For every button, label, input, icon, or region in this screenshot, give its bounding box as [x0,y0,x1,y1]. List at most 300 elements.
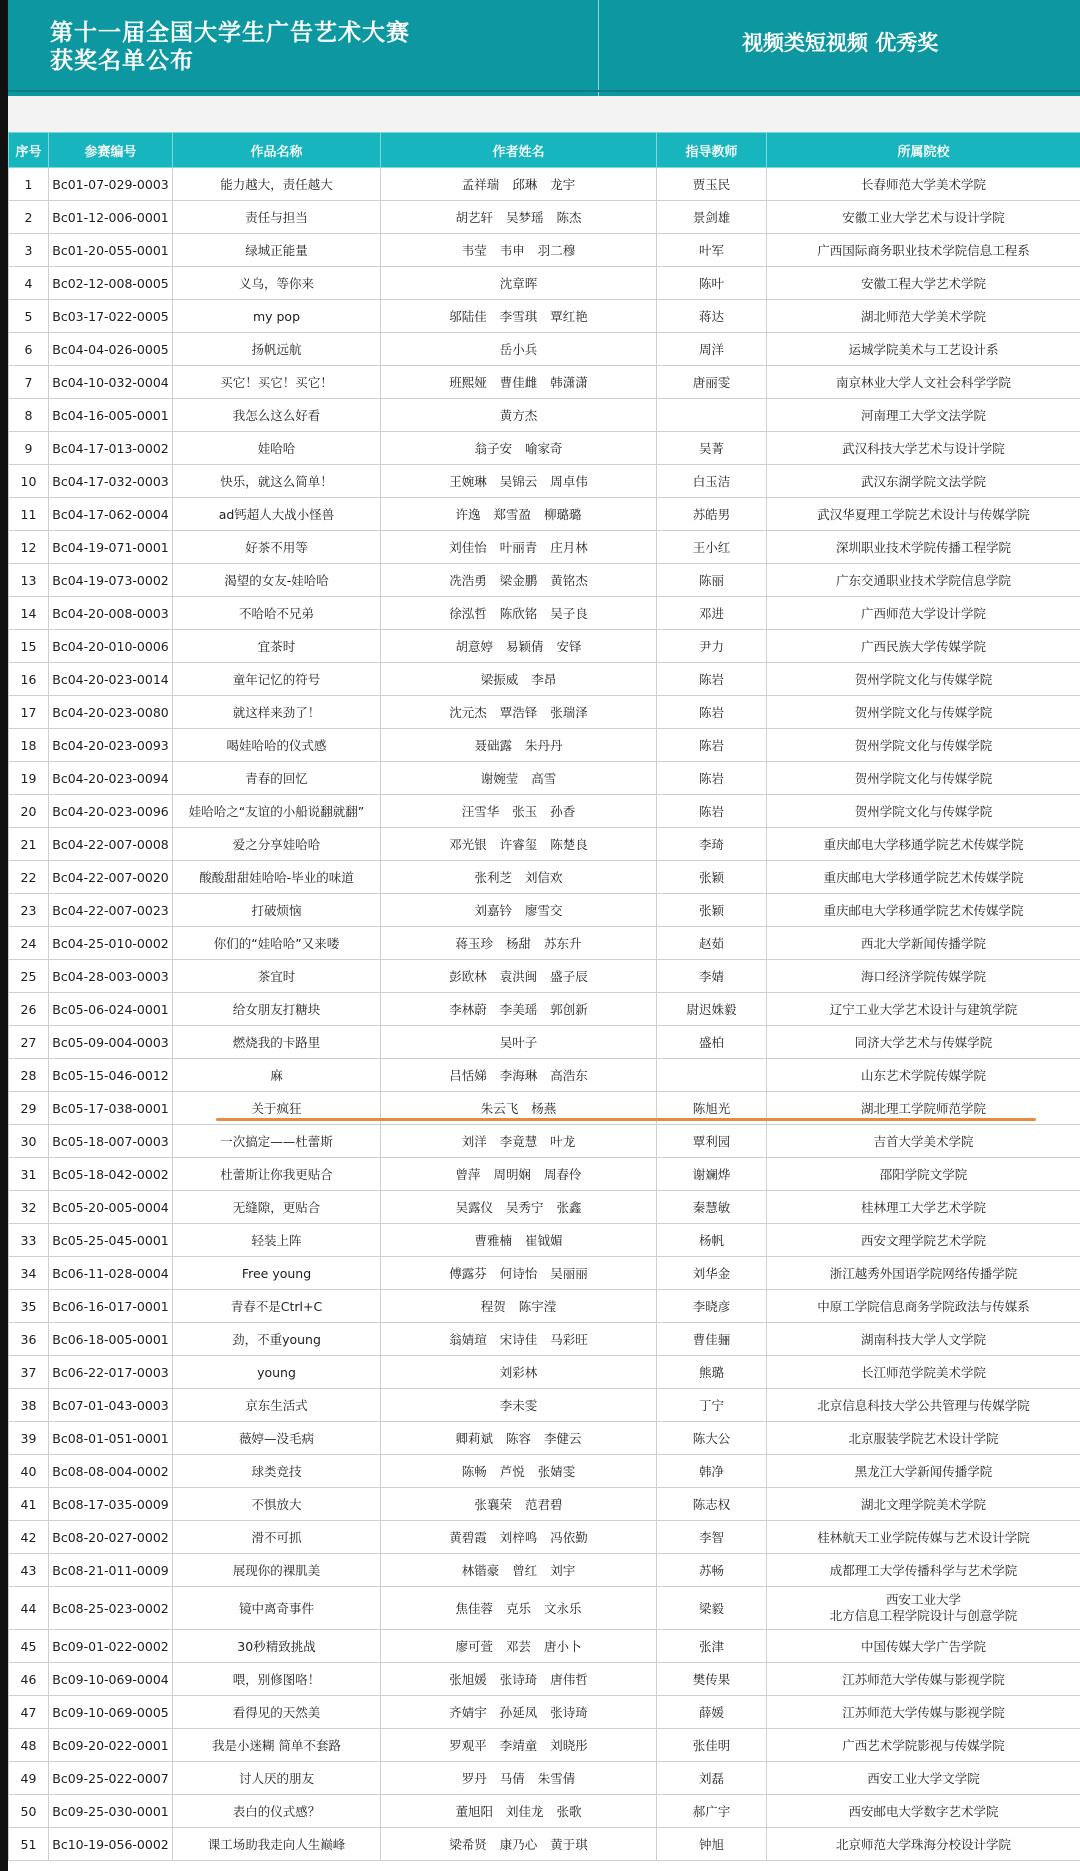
advisor: 陈岩 [657,663,767,696]
work-title: 滑不可抓 [173,1521,381,1554]
row-index: 26 [9,993,49,1026]
school: 海口经济学院传媒学院 [767,960,1080,993]
school: 西安文理学院艺术学院 [767,1224,1080,1257]
entry-id: Bc05-25-045-0001 [49,1224,173,1257]
row-index: 49 [9,1762,49,1795]
school: 贺州学院文化与传媒学院 [767,663,1080,696]
school: 桂林理工大学艺术学院 [767,1191,1080,1224]
entry-id: Bc05-20-005-0004 [49,1191,173,1224]
entry-id: Bc01-07-029-0003 [49,168,173,201]
work-title: 课工场助我走向人生巅峰 [173,1828,381,1861]
advisor: 贾玉民 [657,168,767,201]
table-row [9,267,1080,300]
entry-id: Bc05-15-046-0012 [49,1059,173,1092]
entry-id: Bc04-16-005-0001 [49,399,173,432]
work-title: 喂，别修图咯！ [173,1663,381,1696]
advisor: 唐丽雯 [657,366,767,399]
entry-id: Bc04-17-062-0004 [49,498,173,531]
school: 深圳职业技术学院传播工程学院 [767,531,1080,564]
authors: 吴露仪 吴秀宁 张鑫 [381,1191,657,1224]
work-title: 渴望的女友-娃哈哈 [173,564,381,597]
work-title: 看得见的天然美 [173,1696,381,1729]
authors: 吕恬娣 李海琳 高浩东 [381,1059,657,1092]
work-title: 一次搞定——杜蕾斯 [173,1125,381,1158]
advisor: 李晓彦 [657,1290,767,1323]
advisor: 李婧 [657,960,767,993]
table-row [9,762,1080,795]
school: 邵阳学院文学院 [767,1158,1080,1191]
advisor: 苏皓男 [657,498,767,531]
page-header [8,0,1080,96]
entry-id: Bc04-22-007-0008 [49,828,173,861]
school: 长春师范大学美术学院 [767,168,1080,201]
advisor: 白玉洁 [657,465,767,498]
authors: 齐婧宇 孙延凤 张诗琦 [381,1696,657,1729]
authors: 张旭媛 张诗琦 唐伟哲 [381,1663,657,1696]
row-index: 5 [9,300,49,333]
entry-id: Bc04-20-023-0014 [49,663,173,696]
table-row [9,366,1080,399]
work-title: 茶宜时 [173,960,381,993]
authors: 班熙娅 曹佳雌 韩潇潇 [381,366,657,399]
entry-id: Bc04-20-023-0093 [49,729,173,762]
school: 中国传媒大学广告学院 [767,1630,1080,1663]
work-title: 展现你的裸肌美 [173,1554,381,1587]
advisor: 樊传果 [657,1663,767,1696]
table-row [9,960,1080,993]
school: 江苏师范大学传媒与影视学院 [767,1696,1080,1729]
advisor: 刘华金 [657,1257,767,1290]
advisor: 谢斓烨 [657,1158,767,1191]
table-row [9,1795,1080,1828]
header-divider [598,0,599,96]
work-title: 喝娃哈哈的仪式感 [173,729,381,762]
table-row [9,927,1080,960]
school: 西北大学新闻传播学院 [767,927,1080,960]
work-title: 轻装上阵 [173,1224,381,1257]
advisor: 赵茹 [657,927,767,960]
table-row [9,432,1080,465]
authors: 罗观平 李靖童 刘晓彤 [381,1729,657,1762]
work-title: 我怎么这么好看 [173,399,381,432]
work-title: 杜蕾斯让你我更贴合 [173,1158,381,1191]
row-index: 11 [9,498,49,531]
entry-id: Bc09-10-069-0004 [49,1663,173,1696]
table-row [9,1554,1080,1587]
entry-id: Bc04-22-007-0020 [49,861,173,894]
advisor: 张颖 [657,861,767,894]
table-row [9,993,1080,1026]
school: 安徽工程大学艺术学院 [767,267,1080,300]
table-row [9,1663,1080,1696]
row-index: 38 [9,1389,49,1422]
authors: 岳小兵 [381,333,657,366]
entry-id: Bc09-10-069-0005 [49,1696,173,1729]
entry-id: Bc04-20-023-0094 [49,762,173,795]
table-row [9,630,1080,663]
work-title: 责任与担当 [173,201,381,234]
row-index: 44 [9,1587,49,1630]
table-row [9,168,1080,201]
col-header-index: 序号 [9,133,49,168]
row-index: 1 [9,168,49,201]
table-row [9,1762,1080,1795]
work-title: 燃烧我的卡路里 [173,1026,381,1059]
school: 辽宁工业大学艺术设计与建筑学院 [767,993,1080,1026]
work-title: 酸酸甜甜娃哈哈-毕业的味道 [173,861,381,894]
authors: 张利芝 刘信欢 [381,861,657,894]
entry-id: Bc05-17-038-0001 [49,1092,173,1125]
row-index: 35 [9,1290,49,1323]
row-index: 46 [9,1663,49,1696]
row-index: 37 [9,1356,49,1389]
work-title: 打破烦恼 [173,894,381,927]
authors: 刘彩林 [381,1356,657,1389]
work-title: my pop [173,300,381,333]
authors: 邬陆佳 李雪琪 覃红艳 [381,300,657,333]
work-title: 好茶不用等 [173,531,381,564]
entry-id: Bc03-17-022-0005 [49,300,173,333]
school: 重庆邮电大学移通学院艺术传媒学院 [767,894,1080,927]
authors: 曾萍 周明娴 周春伶 [381,1158,657,1191]
school: 安徽工业大学艺术与设计学院 [767,201,1080,234]
page-title-line1: 第十一届全国大学生广告艺术大赛 [50,20,410,46]
entry-id: Bc10-19-056-0002 [49,1828,173,1861]
row-index: 24 [9,927,49,960]
work-title: 能力越大，责任越大 [173,168,381,201]
school: 重庆邮电大学移通学院艺术传媒学院 [767,861,1080,894]
advisor: 张颖 [657,894,767,927]
school: 湖南科技大学人文学院 [767,1323,1080,1356]
col-header-work-title: 作品名称 [173,133,381,168]
col-header-advisor: 指导教师 [657,133,767,168]
school: 广西艺术学院影视与传媒学院 [767,1729,1080,1762]
row-index: 20 [9,795,49,828]
authors: 蒋玉珍 杨甜 苏东升 [381,927,657,960]
row-index: 34 [9,1257,49,1290]
advisor: 叶军 [657,234,767,267]
authors: 曹雅楠 崔钺媚 [381,1224,657,1257]
advisor: 陈叶 [657,267,767,300]
row-index: 33 [9,1224,49,1257]
row-index: 41 [9,1488,49,1521]
school: 桂林航天工业学院传媒与艺术设计学院 [767,1521,1080,1554]
table-header-row [9,133,1080,168]
table-row [9,1059,1080,1092]
authors: 朱云飞 杨燕 [381,1092,657,1125]
work-title: 青春不是Ctrl+C [173,1290,381,1323]
advisor: 薛媛 [657,1696,767,1729]
table-row [9,1488,1080,1521]
work-title: 薇婷—没毛病 [173,1422,381,1455]
entry-id: Bc04-20-023-0080 [49,696,173,729]
work-title: 义乌，等你来 [173,267,381,300]
row-index: 40 [9,1455,49,1488]
work-title: 扬帆远航 [173,333,381,366]
entry-id: Bc08-08-004-0002 [49,1455,173,1488]
authors: 黄方杰 [381,399,657,432]
advisor: 覃利园 [657,1125,767,1158]
advisor: 陈旭光 [657,1092,767,1125]
work-title: 爱之分享娃哈哈 [173,828,381,861]
authors: 刘佳怡 叶丽青 庄月林 [381,531,657,564]
row-index: 28 [9,1059,49,1092]
entry-id: Bc04-28-003-0003 [49,960,173,993]
row-index: 16 [9,663,49,696]
entry-id: Bc08-25-023-0002 [49,1587,173,1630]
winners-table [8,132,1080,1861]
table-row [9,1356,1080,1389]
school: 西安工业大学文学院 [767,1762,1080,1795]
advisor: 陈志权 [657,1488,767,1521]
entry-id: Bc04-04-026-0005 [49,333,173,366]
entry-id: Bc05-09-004-0003 [49,1026,173,1059]
school: 河南理工大学文法学院 [767,399,1080,432]
advisor: 张津 [657,1630,767,1663]
school: 武汉华夏理工学院艺术设计与传媒学院 [767,498,1080,531]
work-title: 绿城正能量 [173,234,381,267]
work-title: 快乐，就这么简单！ [173,465,381,498]
row-index: 12 [9,531,49,564]
school: 武汉东湖学院文法学院 [767,465,1080,498]
authors: 沈章晖 [381,267,657,300]
entry-id: Bc06-16-017-0001 [49,1290,173,1323]
school: 湖北师范大学美术学院 [767,300,1080,333]
table-row [9,564,1080,597]
school: 广西国际商务职业技术学院信息工程系 [767,234,1080,267]
advisor: 丁宁 [657,1389,767,1422]
advisor: 郝广宇 [657,1795,767,1828]
school: 江苏师范大学传媒与影视学院 [767,1663,1080,1696]
highlight-underline-mark [216,1118,1036,1121]
school: 中原工学院信息商务学院政法与传媒系 [767,1290,1080,1323]
table-row [9,1696,1080,1729]
table-row [9,1158,1080,1191]
advisor: 王小红 [657,531,767,564]
advisor: 盛柏 [657,1026,767,1059]
row-index: 15 [9,630,49,663]
entry-id: Bc04-20-010-0006 [49,630,173,663]
authors: 程贺 陈宇滢 [381,1290,657,1323]
school: 同济大学艺术与传媒学院 [767,1026,1080,1059]
work-title: 娃哈哈 [173,432,381,465]
row-index: 32 [9,1191,49,1224]
authors: 李林蔚 李美瑶 郭创新 [381,993,657,1026]
table-row [9,663,1080,696]
row-index: 22 [9,861,49,894]
entry-id: Bc04-20-023-0096 [49,795,173,828]
school: 广东交通职业技术学院信息学院 [767,564,1080,597]
authors: 李未雯 [381,1389,657,1422]
advisor: 李智 [657,1521,767,1554]
advisor: 陈大公 [657,1422,767,1455]
school: 黑龙江大学新闻传播学院 [767,1455,1080,1488]
award-category: 视频类短视频 优秀奖 [742,31,939,55]
entry-id: Bc04-22-007-0023 [49,894,173,927]
advisor: 蒋达 [657,300,767,333]
advisor: 刘磊 [657,1762,767,1795]
table-row [9,1828,1080,1861]
advisor: 陈岩 [657,696,767,729]
entry-id: Bc01-12-006-0001 [49,201,173,234]
table-row [9,729,1080,762]
authors: 卿莉斌 陈容 李健云 [381,1422,657,1455]
authors: 沈元杰 覃浩铎 张瑞泽 [381,696,657,729]
table-row [9,300,1080,333]
advisor [657,399,767,432]
advisor: 邓进 [657,597,767,630]
row-index: 31 [9,1158,49,1191]
work-title: 青春的回忆 [173,762,381,795]
authors: 孟祥瑞 邱琳 龙宇 [381,168,657,201]
advisor: 陈岩 [657,729,767,762]
table-row [9,234,1080,267]
row-index: 4 [9,267,49,300]
table-row [9,1224,1080,1257]
entry-id: Bc05-18-007-0003 [49,1125,173,1158]
authors: 刘嘉钤 廖雪交 [381,894,657,927]
work-title: ad钙超人大战小怪兽 [173,498,381,531]
row-index: 9 [9,432,49,465]
advisor: 陈岩 [657,795,767,828]
advisor: 李琦 [657,828,767,861]
row-index: 42 [9,1521,49,1554]
row-index: 39 [9,1422,49,1455]
entry-id: Bc04-10-032-0004 [49,366,173,399]
authors: 徐泓哲 陈欣铭 吴子良 [381,597,657,630]
table-row [9,1323,1080,1356]
table-row [9,1191,1080,1224]
row-index: 25 [9,960,49,993]
table-row [9,399,1080,432]
work-title: 劲，不重young [173,1323,381,1356]
table-row [9,1125,1080,1158]
school: 成都理工大学传播科学与艺术学院 [767,1554,1080,1587]
school: 西安邮电大学数字艺术学院 [767,1795,1080,1828]
authors: 廖可萱 邓芸 唐小卜 [381,1630,657,1663]
school: 浙江越秀外国语学院网络传播学院 [767,1257,1080,1290]
table-row [9,1455,1080,1488]
entry-id: Bc04-20-008-0003 [49,597,173,630]
authors: 冼浩勇 梁金鹏 黄铭杰 [381,564,657,597]
school: 广西师范大学设计学院 [767,597,1080,630]
authors: 彭欧林 袁洪闽 盛子辰 [381,960,657,993]
left-edge-bar [0,0,8,1871]
advisor: 景剑雄 [657,201,767,234]
row-index: 6 [9,333,49,366]
school: 南京林业大学人文社会科学学院 [767,366,1080,399]
work-title: 球类竞技 [173,1455,381,1488]
entry-id: Bc09-25-022-0007 [49,1762,173,1795]
entry-id: Bc09-25-030-0001 [49,1795,173,1828]
work-title: 宜茶时 [173,630,381,663]
advisor: 尹力 [657,630,767,663]
work-title: 你们的“娃哈哈”又来喽 [173,927,381,960]
col-header-authors: 作者姓名 [381,133,657,168]
entry-id: Bc06-11-028-0004 [49,1257,173,1290]
advisor: 尉迟姝毅 [657,993,767,1026]
entry-id: Bc09-20-022-0001 [49,1729,173,1762]
col-header-entry-id: 参赛编号 [49,133,173,168]
row-index: 43 [9,1554,49,1587]
authors: 王婉琳 吴锦云 周卓伟 [381,465,657,498]
entry-id: Bc04-19-071-0001 [49,531,173,564]
authors: 胡意婷 易颖倩 安铎 [381,630,657,663]
work-title: 就这样来劲了！ [173,696,381,729]
table-row [9,201,1080,234]
authors: 梁希贤 康乃心 黄于琪 [381,1828,657,1861]
row-index: 21 [9,828,49,861]
table-row [9,597,1080,630]
school: 贺州学院文化与传媒学院 [767,762,1080,795]
authors: 汪雪华 张玉 孙香 [381,795,657,828]
advisor: 张佳明 [657,1729,767,1762]
row-index: 10 [9,465,49,498]
school: 湖北理工学院师范学院 [767,1092,1080,1125]
row-index: 47 [9,1696,49,1729]
work-title: 无缝隙，更贴合 [173,1191,381,1224]
authors: 林锴豪 曾红 刘宇 [381,1554,657,1587]
entry-id: Bc08-21-011-0009 [49,1554,173,1587]
school: 贺州学院文化与传媒学院 [767,795,1080,828]
entry-id: Bc08-20-027-0002 [49,1521,173,1554]
row-index: 7 [9,366,49,399]
advisor: 陈岩 [657,762,767,795]
entry-id: Bc06-18-005-0001 [49,1323,173,1356]
work-title: young [173,1356,381,1389]
school: 重庆邮电大学移通学院艺术传媒学院 [767,828,1080,861]
row-index: 27 [9,1026,49,1059]
entry-id: Bc04-25-010-0002 [49,927,173,960]
entry-id: Bc07-01-043-0003 [49,1389,173,1422]
table-row [9,1257,1080,1290]
entry-id: Bc02-12-008-0005 [49,267,173,300]
school: 吉首大学美术学院 [767,1125,1080,1158]
authors: 董旭阳 刘佳龙 张歌 [381,1795,657,1828]
work-title: 讨人厌的朋友 [173,1762,381,1795]
table-row [9,1521,1080,1554]
advisor: 周洋 [657,333,767,366]
entry-id: Bc01-20-055-0001 [49,234,173,267]
authors: 谢婉莹 高雪 [381,762,657,795]
school: 北京师范大学珠海分校设计学院 [767,1828,1080,1861]
entry-id: Bc06-22-017-0003 [49,1356,173,1389]
row-index: 2 [9,201,49,234]
advisor: 钟旭 [657,1828,767,1861]
authors: 翁婧瑄 宋诗佳 马彩旺 [381,1323,657,1356]
authors: 焦佳蓉 克乐 文永乐 [381,1587,657,1630]
col-header-school: 所属院校 [767,133,1080,168]
work-title: 表白的仪式感？ [173,1795,381,1828]
authors: 梁振威 李昂 [381,663,657,696]
entry-id: Bc04-17-032-0003 [49,465,173,498]
authors: 吴叶子 [381,1026,657,1059]
entry-id: Bc08-17-035-0009 [49,1488,173,1521]
advisor: 韩净 [657,1455,767,1488]
table-row [9,828,1080,861]
row-index: 50 [9,1795,49,1828]
entry-id: Bc05-06-024-0001 [49,993,173,1026]
school: 运城学院美术与工艺设计系 [767,333,1080,366]
table-row [9,696,1080,729]
advisor: 杨帆 [657,1224,767,1257]
work-title: 买它！买它！买它！ [173,366,381,399]
table-row [9,1389,1080,1422]
school: 广西民族大学传媒学院 [767,630,1080,663]
entry-id: Bc09-01-022-0002 [49,1630,173,1663]
authors: 许逸 郑雪盈 柳璐璐 [381,498,657,531]
advisor [657,1059,767,1092]
